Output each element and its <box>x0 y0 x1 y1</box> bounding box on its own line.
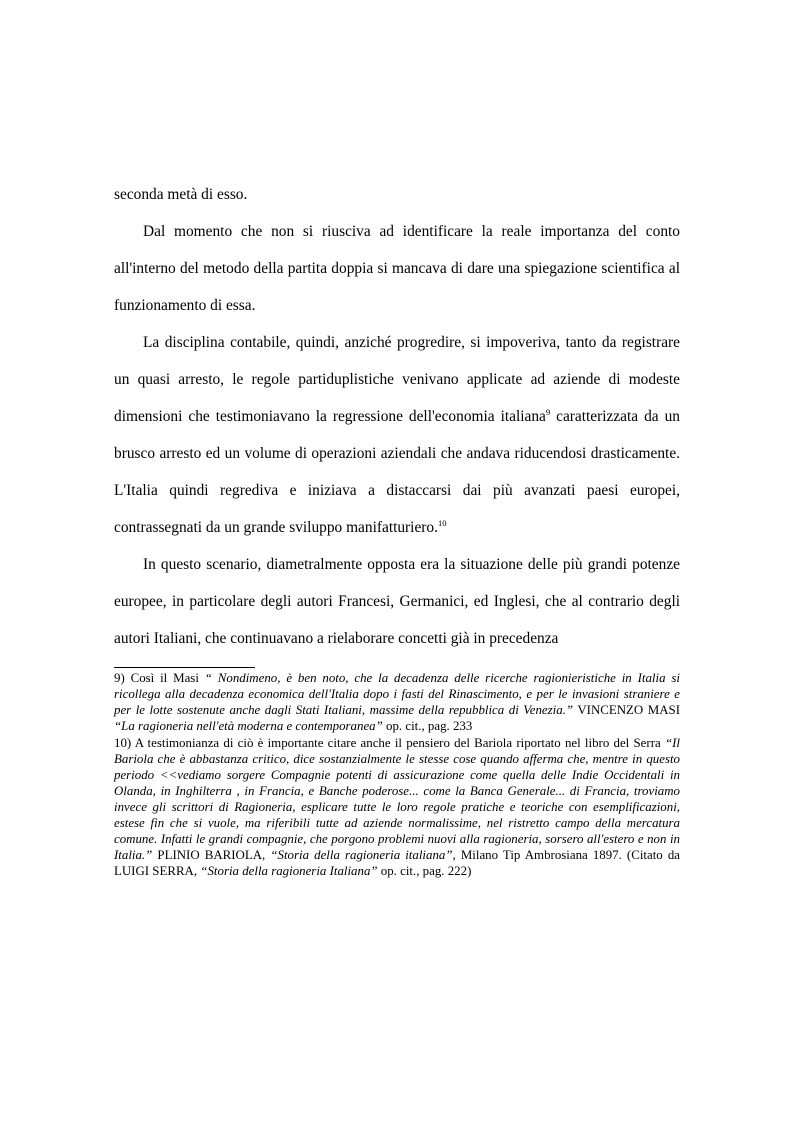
body-text <box>114 176 680 657</box>
footnote-10-title: “Storia della ragioneria italiana” <box>270 848 453 862</box>
footnote-ref-10[interactable]: 10 <box>437 518 447 528</box>
footnote-ref-9[interactable]: 9 <box>545 407 551 417</box>
footnote-separator <box>114 667 255 668</box>
paragraph-3-text-a: La disciplina contabile, quindi, anziché progredire, si impoveriva, tanto da registrare un quasi arresto, le regole partiduplistiche venivano applicate ad aziende di modeste dimensioni che testimoniavano la regressione dell'economia italiana <box>114 334 680 425</box>
paragraph-4: In questo scenario, diametralmente opposta era la situazione delle più grandi potenze europee, in particolare degli autori Francesi, Germanici, ed Inglesi, che al contrario degli autori Italiani, che continuavano a rielaborare concetti già in precedenza <box>114 556 680 647</box>
paragraph-2: Dal momento che non si riusciva ad identificare la reale importanza del conto all'interno del metodo della partita doppia si mancava di dare una spiegazione scientifica al funzionamento di essa. <box>114 223 680 314</box>
footnote-10-title-2: “Storia della ragioneria Italiana” <box>200 864 378 878</box>
footnote-9-title: “La ragioneria nell'età moderna e contemporanea” <box>114 719 383 733</box>
paragraph-continuation: seconda metà di esso. <box>114 186 248 203</box>
footnote-10-author: PLINIO BARIOLA, <box>152 848 271 862</box>
footnote-10-quote: “Il Bariola che è abbastanza critico, dice sostanzialmente le stesse cose quando afferma che, mentre in questo periodo <<vediamo sorgere Compagnie potenti di assicurazione come quella delle Indie Occidentali in Olanda, in Inghilterra , in Francia, e Banche poderose... come la Banca Generale... di Francia, troviamo invece gli scrittori di Ragioneria, esplicare tutte le loro regole pratiche e teoriche con esemplificazioni, estese fin che si vuole, ma riferibili tutte ad aziende normalissime, nel ristretto campo della mercatura comune. Infatti le grandi compagnie, che porgono problemi nuovi alla ragioneria, sorsero all'estero e non in Italia.” <box>114 736 680 862</box>
footnote-9-quote: “ Nondimeno, è ben noto, che la decadenza delle ricerche ragionieristiche in Italia si ricollega alla decadenza economica dell'Italia dopo i fasti del Rinascimento, e per le invasioni straniere e per le lotte sostenute anche dagli Stati Italiani, massime della repubblica di Venezia.” <box>114 671 680 717</box>
footnote-10-cite: , Milano Tip Ambrosiana 1897. (Citato da LUIGI SERRA, <box>114 848 680 878</box>
footnote-9-author: VINCENZO MASI <box>573 703 680 717</box>
footnote-9-lead: 9) Così il Masi <box>114 671 205 685</box>
paragraph-3-text-b: caratterizzata da un brusco arresto ed un volume di operazioni aziendali che andava riducendosi drasticamente. L'Italia quindi regrediva e iniziava a distaccarsi dai più avanzati paesi europei, contrassegnati da un grande sviluppo manifatturiero. <box>114 408 680 536</box>
footnote-10 <box>114 735 680 879</box>
paragraph-3 <box>114 324 680 546</box>
footnote-10-cite-2: op. cit., pag. 222) <box>377 864 472 878</box>
footnotes <box>114 670 680 879</box>
footnote-10-lead: 10) A testimonianza di ciò è importante citare anche il pensiero del Bariola riportato nel libro del Serra <box>114 736 665 750</box>
footnote-9-cite: op. cit., pag. 233 <box>382 719 473 733</box>
footnote-9 <box>114 670 680 734</box>
